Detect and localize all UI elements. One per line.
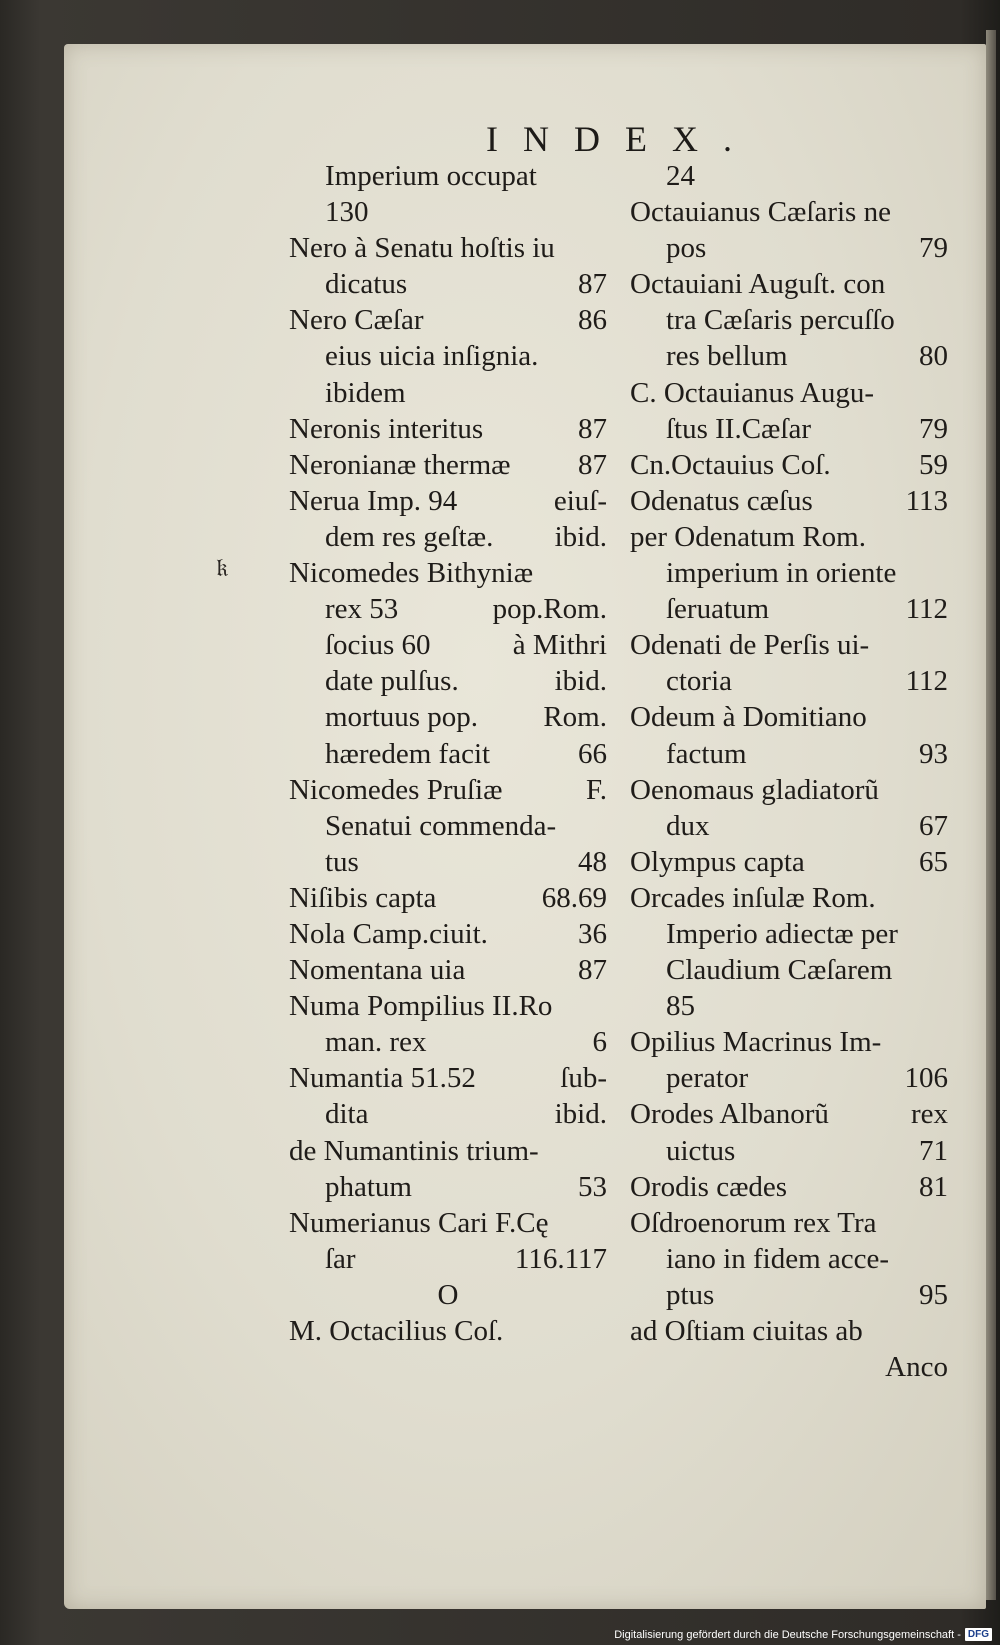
entry-text: perator	[666, 1062, 749, 1095]
index-entry-line	[289, 375, 607, 411]
entry-text: Nola Camp.ciuit.	[289, 917, 488, 950]
entry-reference: ibid.	[554, 665, 607, 698]
index-entry-line	[289, 230, 607, 266]
dfg-logo-icon: DFG	[965, 1628, 992, 1641]
entry-text: ſeruatum	[666, 593, 770, 626]
entry-reference: 48	[578, 845, 607, 878]
entry-text: Orcades inſulæ Rom.	[630, 881, 876, 914]
index-entry-line	[630, 338, 948, 374]
index-entry-line	[630, 808, 948, 844]
entry-text: 24	[666, 160, 695, 192]
entry-reference: 65	[919, 845, 948, 878]
entry-text: dux	[666, 809, 710, 842]
entry-text: de Numantinis trium-	[289, 1134, 539, 1167]
entry-reference: pop.Rom.	[492, 593, 607, 626]
entry-text: eius uicia inſignia.	[325, 340, 539, 373]
entry-reference: 80	[919, 340, 948, 373]
entry-text: dicatus	[325, 268, 408, 301]
entry-text: Senatui commenda-	[325, 809, 557, 842]
index-entry-line	[289, 844, 607, 880]
entry-text: Nero Cæſar	[289, 304, 424, 337]
index-entry-line	[630, 591, 948, 627]
index-entry-line	[289, 916, 607, 952]
index-entry-line	[630, 483, 948, 519]
index-column-right	[630, 158, 948, 1385]
index-entry-line	[630, 302, 948, 338]
entry-reference: 116.117	[514, 1242, 607, 1275]
entry-text: Oſdroenorum rex Tra	[630, 1206, 877, 1239]
entry-reference: 86	[578, 304, 607, 337]
entry-text: Oenomaus gladiatorũ	[630, 773, 879, 806]
entry-text: tra Cæſaris percuſſo	[666, 304, 895, 337]
index-entry-line	[289, 158, 607, 194]
entry-text: Imperio adiectæ per	[666, 917, 898, 950]
entry-reference: ſub-	[560, 1062, 607, 1095]
index-entry-line	[630, 627, 948, 663]
index-entry-line	[630, 880, 948, 916]
entry-text: Orodis cædes	[630, 1170, 788, 1203]
entry-text: iano in fidem acce-	[666, 1242, 890, 1275]
index-entry-line	[630, 663, 948, 699]
entry-reference: 93	[919, 737, 948, 770]
entry-text: Odenati de Perſis ui-	[630, 629, 870, 662]
entry-text: pos	[666, 232, 707, 265]
index-entry-line	[630, 952, 948, 988]
entry-reference: Rom.	[543, 701, 607, 734]
entry-text: Imperium occupat	[325, 160, 537, 192]
index-entry-line	[289, 736, 607, 772]
entry-text: res bellum	[666, 340, 788, 373]
entry-reference: 81	[919, 1170, 948, 1203]
entry-reference: 87	[578, 268, 607, 301]
digitization-footer	[614, 1628, 992, 1641]
entry-text: Nerua Imp. 94	[289, 484, 458, 517]
entry-text: dem res geſtæ.	[325, 520, 494, 553]
entry-text: Olympus capta	[630, 845, 805, 878]
entry-reference: 66	[578, 737, 607, 770]
index-entry-line	[289, 1241, 607, 1277]
entry-reference: rex	[910, 1098, 948, 1131]
index-entry-line	[289, 1133, 607, 1169]
index-entry-line	[630, 844, 948, 880]
index-entry-line	[289, 1060, 607, 1096]
entry-reference: 59	[919, 448, 948, 481]
entry-reference: ibid.	[554, 1098, 607, 1131]
index-entry-line	[630, 375, 948, 411]
index-entry-line	[289, 266, 607, 302]
entry-text: dita	[325, 1098, 369, 1131]
entry-text: Nicomedes Bithyniæ	[289, 557, 534, 590]
entry-text: Neronianæ thermæ	[289, 448, 511, 481]
index-entry-line	[630, 988, 948, 1024]
entry-text: ad Oſtiam ciuitas ab	[630, 1315, 863, 1347]
index-entry-line	[289, 880, 607, 916]
index-entry-line	[630, 1241, 948, 1277]
entry-text: Cn.Octauius Coſ.	[630, 448, 831, 481]
entry-text: 85	[666, 990, 695, 1023]
entry-text: ſtus II.Cæſar	[666, 412, 811, 445]
index-entry-line	[630, 1349, 948, 1385]
entry-reference: 87	[578, 448, 607, 481]
entry-text: Octauianus Cæſaris ne	[630, 196, 891, 229]
entry-text: Numerianus Cari F.Cę	[289, 1206, 549, 1239]
entry-text: Nomentana uia	[289, 954, 466, 987]
entry-reference: 6	[592, 1026, 607, 1059]
entry-reference: 53	[578, 1170, 607, 1203]
entry-reference: 106	[904, 1062, 948, 1095]
index-entry-line	[289, 663, 607, 699]
index-entry-line	[289, 519, 607, 555]
entry-reference: 79	[919, 232, 948, 265]
index-entry-line	[630, 555, 948, 591]
entry-reference: 113	[905, 484, 948, 517]
entry-text: mortuus pop.	[325, 701, 479, 734]
index-entry-line	[289, 699, 607, 735]
entry-text: Nicomedes Pruſiæ	[289, 773, 503, 806]
entry-text: date pulſus.	[325, 665, 459, 698]
index-entry-line	[289, 1277, 607, 1313]
entry-reference: à Mithri	[512, 629, 607, 662]
entry-reference: 36	[578, 917, 607, 950]
entry-text: Niſibis capta	[289, 881, 437, 914]
index-entry-line	[630, 772, 948, 808]
index-entry-line	[289, 1169, 607, 1205]
index-entry-line	[630, 1133, 948, 1169]
index-entry-line	[630, 411, 948, 447]
index-entry-line	[630, 1313, 948, 1349]
index-entry-line	[289, 483, 607, 519]
index-entry-line	[289, 302, 607, 338]
entry-text: tus	[325, 845, 359, 878]
entry-text: ptus	[666, 1278, 715, 1311]
index-entry-line	[630, 699, 948, 735]
running-head: INDEX.	[486, 119, 757, 159]
entry-text: Neronis interitus	[289, 412, 484, 445]
index-column-left	[289, 158, 607, 1349]
index-entry-line	[289, 591, 607, 627]
index-entry-line	[289, 1205, 607, 1241]
index-entry-line	[630, 194, 948, 230]
entry-text: O	[437, 1278, 459, 1311]
entry-text: Octauiani Auguſt. con	[630, 268, 886, 301]
index-entry-line	[289, 555, 607, 591]
index-entry-line	[630, 1205, 948, 1241]
entry-text: imperium in oriente	[666, 557, 897, 590]
entry-text: rex 53	[325, 593, 399, 626]
index-entry-line	[289, 411, 607, 447]
entry-text: per Odenatum Rom.	[630, 520, 866, 553]
margin-annotation: 𝔨	[216, 553, 229, 583]
entry-reference: 112	[905, 665, 948, 698]
page-edge	[986, 30, 996, 1600]
entry-text: Numa Pompilius II.Ro	[289, 990, 553, 1023]
entry-text: Anco	[885, 1351, 948, 1384]
index-entry-line	[289, 772, 607, 808]
entry-reference: 68.69	[541, 881, 607, 914]
index-entry-line	[630, 230, 948, 266]
entry-text: phatum	[325, 1170, 412, 1203]
index-entry-line	[289, 194, 607, 230]
entry-text: ſocius 60	[325, 629, 431, 662]
entry-text: Odenatus cæſus	[630, 484, 813, 517]
entry-reference: 112	[905, 593, 948, 626]
entry-text: Numantia 51.52	[289, 1062, 476, 1095]
entry-reference: 87	[578, 412, 607, 445]
entry-reference: 67	[919, 809, 948, 842]
entry-text: Nero à Senatu hoſtis iu	[289, 232, 555, 265]
index-entry-line	[630, 266, 948, 302]
entry-text: Opilius Macrinus Im-	[630, 1026, 882, 1059]
entry-reference: 87	[578, 954, 607, 987]
entry-text: hæredem facit	[325, 737, 491, 770]
entry-text: ibidem	[325, 376, 406, 409]
entry-text: M. Octacilius Coſ.	[289, 1315, 504, 1347]
index-entry-line	[630, 1096, 948, 1132]
entry-reference: F.	[585, 773, 607, 806]
entry-reference: eiuſ-	[553, 484, 607, 517]
entry-text: C. Octauianus Augu-	[630, 376, 875, 409]
index-entry-line	[289, 808, 607, 844]
index-entry-line	[630, 158, 948, 194]
index-entry-line	[289, 338, 607, 374]
index-entry-line	[630, 916, 948, 952]
entry-text: ſar	[325, 1242, 356, 1275]
index-entry-line	[289, 1096, 607, 1132]
entry-text: ctoria	[666, 665, 733, 698]
entry-text: Claudium Cæſarem	[666, 954, 893, 987]
entry-reference: ibid.	[554, 520, 607, 553]
index-entry-line	[289, 627, 607, 663]
index-entry-line	[289, 1024, 607, 1060]
entry-text: uictus	[666, 1134, 736, 1167]
index-entry-line	[630, 447, 948, 483]
entry-reference: 79	[919, 412, 948, 445]
index-entry-line	[630, 736, 948, 772]
entry-reference: 71	[919, 1134, 948, 1167]
entry-text: Orodes Albanorũ	[630, 1098, 829, 1131]
index-entry-line	[289, 952, 607, 988]
index-entry-line	[289, 1313, 607, 1349]
entry-text: Odeum à Domitiano	[630, 701, 867, 734]
index-entry-line	[630, 1277, 948, 1313]
entry-reference: 95	[919, 1278, 948, 1311]
index-entry-line	[289, 988, 607, 1024]
index-entry-line	[630, 1024, 948, 1060]
entry-text: man. rex	[325, 1026, 427, 1059]
entry-text: 130	[325, 196, 369, 229]
footer-credit: Digitalisierung gefördert durch die Deutsche Forschungsgemeinschaft -	[614, 1628, 961, 1641]
entry-text: factum	[666, 737, 747, 770]
index-entry-line	[630, 1169, 948, 1205]
index-entry-line	[630, 519, 948, 555]
index-entry-line	[630, 1060, 948, 1096]
index-entry-line	[289, 447, 607, 483]
